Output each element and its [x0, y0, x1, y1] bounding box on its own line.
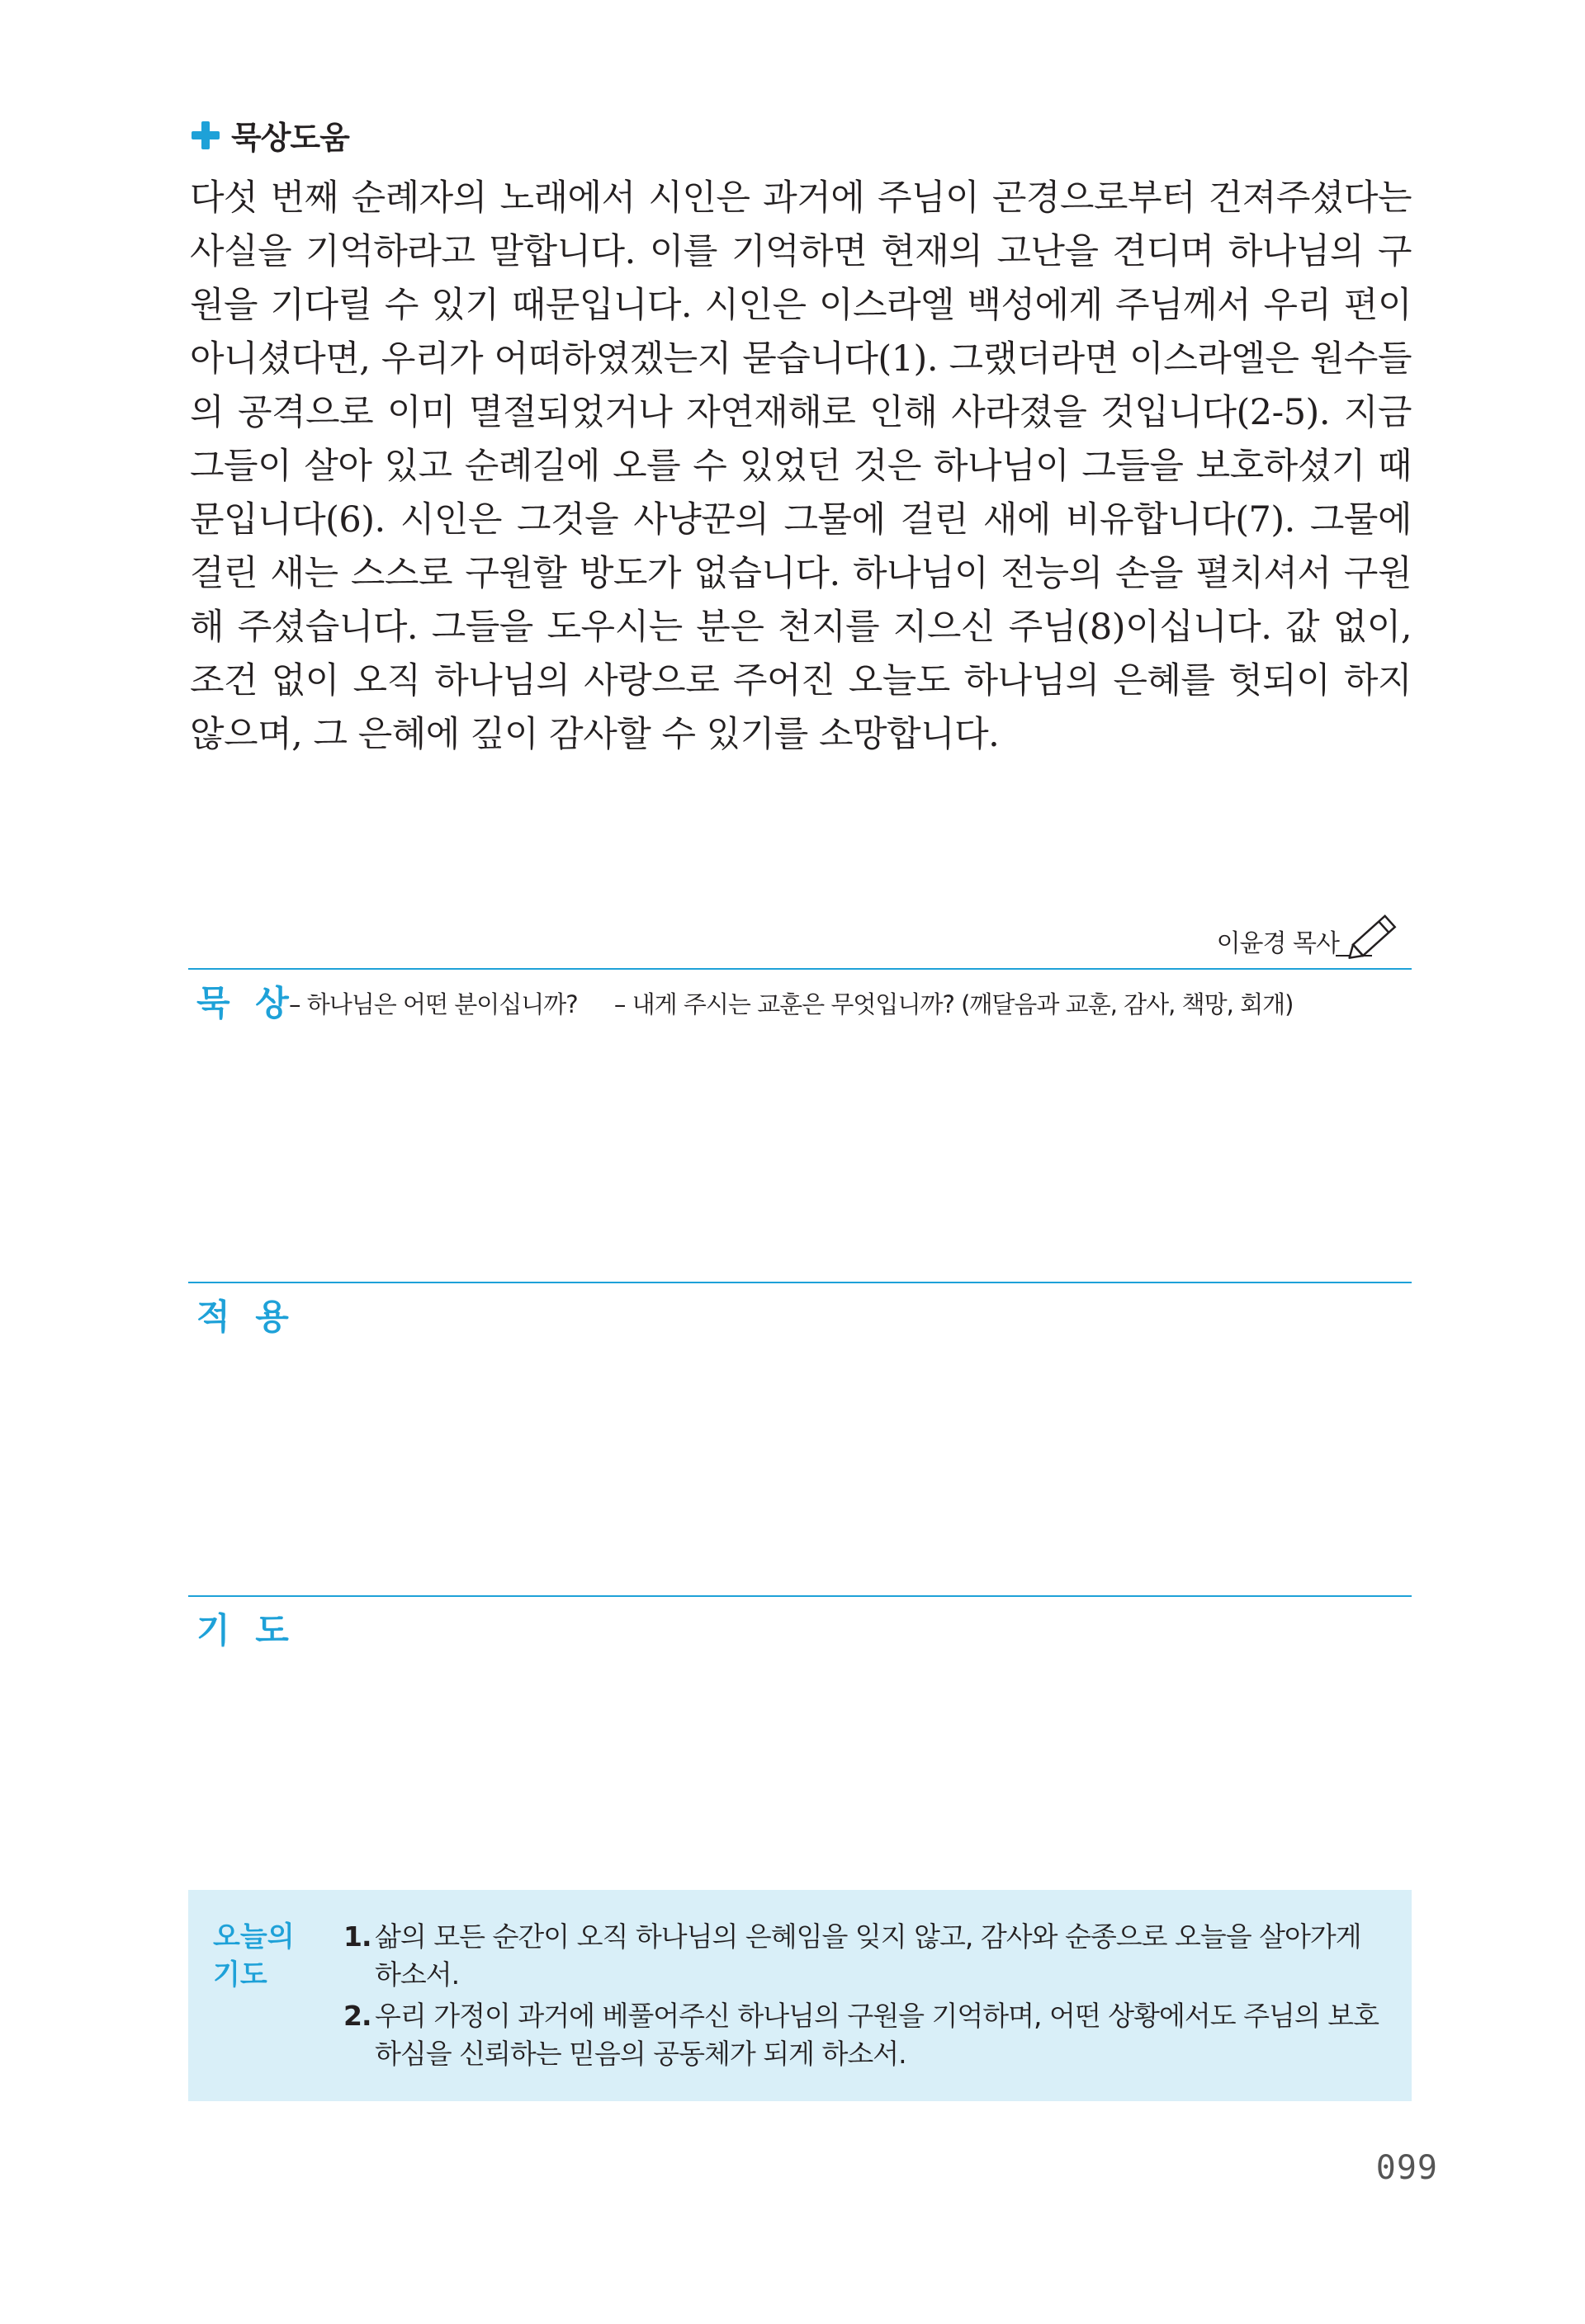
help-title: 묵상도움 [231, 120, 349, 156]
meditation-section [188, 968, 1412, 1283]
help-heading [192, 112, 349, 158]
page-number: 099 [1375, 2149, 1438, 2187]
application-section [188, 1282, 1412, 1597]
devotional-body-text: 다섯 번째 순례자의 노래에서 시인은 과거에 주님이 곤경으로부터 건져주셨다는 사실을 기억하라고 말합니다. 이를 기억하면 현재의 고난을 견디며 하나님의 구원을 기다릴 수 있기 때문입니다. 시인은 이스라엘 백성에게 주님께서 우리 편이 아니셨다면, 우리가 어떠하였겠는지 묻습니다(1). 그랬더라면 이스라엘은 원수들의 공격으로 이미 멸절되었거나 자연재해로 인해 사라졌을 것입니다(2-5). 지금 그들이 살아 있고 순례길에 오를 수 있었던 것은 하나님이 그들을 보호하셨기 때문입니다(6). 시인은 그것을 사냥꾼의 그물에 걸린 새에 비유합니다(7). 그물에 걸린 새는 스스로 구원할 방도가 없습니다. 하나님이 전능의 손을 펼치셔서 구원해 주셨습니다. 그들을 도우시는 분은 천지를 지으신 주님(8)이십니다. 값 없이, 조건 없이 오직 하나님의 사랑으로 주어진 오늘도 하나님의 은혜를 헛되이 하지 않으며, 그 은혜에 깊이 감사할 수 있기를 소망합니다. [190, 177, 1412, 755]
plus-icon [192, 121, 220, 149]
todays-prayer-list [343, 1918, 1392, 2076]
prayer-item [343, 1918, 1392, 1994]
meditation-label: 묵 상 [196, 983, 296, 1023]
meditation-questions [289, 986, 1322, 1020]
prayer-section [188, 1595, 1412, 1878]
meditation-question-2: – 내게 주시는 교훈은 무엇입니까? (깨달음과 교훈, 감사, 책망, 회개) [613, 990, 1294, 1018]
meditation-question-1: – 하나님은 어떤 분이십니까? [289, 990, 578, 1018]
pencil-icon [1336, 901, 1410, 959]
todays-prayer-title: 오늘의 기도 [213, 1920, 295, 1991]
prayer-item-text: 우리 가정이 과거에 베풀어주신 하나님의 구원을 기억하며, 어떤 상황에서도 주님의 보호하심을 신뢰하는 믿음의 공동체가 되게 하소서. [375, 2000, 1379, 2070]
application-label: 적 용 [196, 1297, 296, 1337]
prayer-item-number: 2. [343, 2000, 371, 2032]
prayer-item [343, 1997, 1392, 2073]
prayer-label: 기 도 [196, 1610, 296, 1651]
prayer-item-text: 삶의 모든 순간이 오직 하나님의 은혜임을 잊지 않고, 감사와 순종으로 오늘을 살아가게 하소서. [375, 1920, 1361, 1991]
author-name: 이윤경 목사 [1216, 929, 1339, 958]
prayer-item-number: 1. [343, 1920, 371, 1953]
author-signature [1217, 901, 1410, 959]
todays-prayer-box [188, 1890, 1412, 2101]
